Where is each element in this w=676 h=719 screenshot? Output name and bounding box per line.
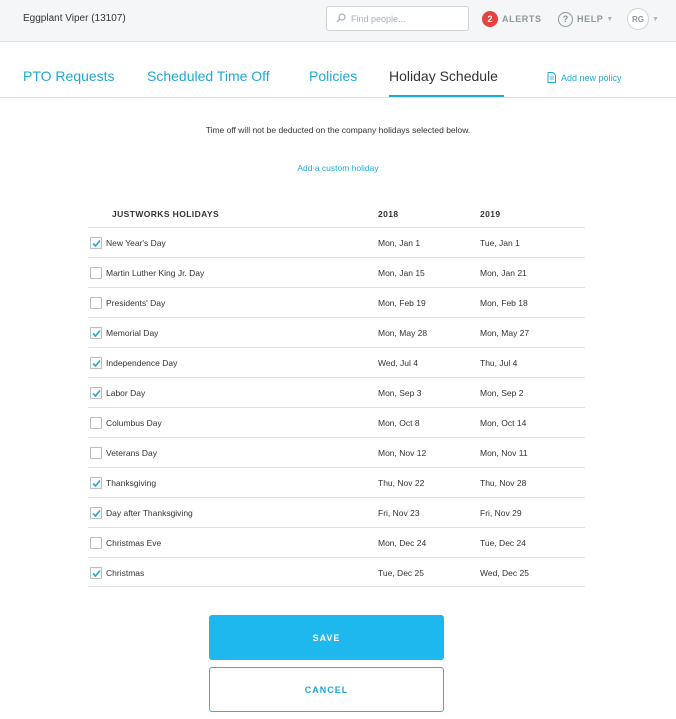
holiday-name: Labor Day [106,388,146,398]
holiday-date-2019: Fri, Nov 29 [480,508,522,518]
checkmark-icon [92,359,101,368]
holiday-date-2019: Mon, Feb 18 [480,298,528,308]
table-row [88,407,585,437]
search-icon [336,13,346,23]
add-custom-holiday-link[interactable]: Add a custom holiday [297,163,379,173]
holiday-checkbox[interactable] [90,447,102,459]
save-button[interactable]: SAVE [209,615,444,660]
alerts-label: ALERTS [502,14,542,24]
add-new-policy-label: Add new policy [561,72,622,83]
column-header-2019: 2019 [480,209,501,219]
checkmark-icon [92,239,101,248]
table-row [88,347,585,377]
tab-policies[interactable]: Policies [309,68,358,84]
holiday-name: Martin Luther King Jr. Day [106,268,205,278]
checkmark-icon [92,329,101,338]
holiday-checkbox[interactable] [90,507,102,519]
holiday-date-2018: Thu, Nov 22 [378,478,425,488]
holiday-date-2018: Mon, Sep 3 [378,388,422,398]
table-row [88,377,585,407]
holiday-date-2019: Tue, Jan 1 [480,238,520,248]
table-row [88,287,585,317]
holiday-date-2018: Mon, Oct 8 [378,418,420,428]
holiday-date-2018: Wed, Jul 4 [378,358,419,368]
checkmark-icon [92,479,101,488]
checkmark-icon [92,569,101,578]
checkmark-icon [92,509,101,518]
holiday-date-2018: Mon, Dec 24 [378,538,427,548]
help-menu[interactable] [558,10,613,28]
table-row [88,257,585,287]
holiday-checkbox[interactable] [90,537,102,549]
table-row [88,437,585,467]
holiday-checkbox[interactable] [90,387,102,399]
checkmark-icon [92,389,101,398]
tab-pto-requests[interactable]: PTO Requests [23,68,115,84]
cancel-button[interactable]: CANCEL [209,667,444,712]
chevron-down-icon: ▼ [652,15,659,23]
alerts-button[interactable] [482,10,542,28]
holiday-date-2019: Mon, Oct 14 [480,418,527,428]
holiday-date-2019: Wed, Dec 25 [480,568,529,578]
search-input[interactable] [351,11,461,27]
add-new-policy-link[interactable] [547,72,622,83]
holiday-checkbox[interactable] [90,327,102,339]
holiday-name: Memorial Day [106,328,159,338]
tab-bar [0,42,676,98]
holiday-date-2019: Thu, Jul 4 [480,358,518,368]
avatar: RG [627,8,649,30]
holiday-date-2018: Tue, Dec 25 [378,568,424,578]
holiday-name: Christmas Eve [106,538,162,548]
active-tab-indicator [389,95,504,97]
holiday-checkbox[interactable] [90,357,102,369]
holiday-date-2018: Mon, Feb 19 [378,298,426,308]
holiday-date-2018: Mon, May 28 [378,328,428,338]
holiday-notice: Time off will not be deducted on the company holidays selected below. [205,125,471,135]
holiday-checkbox[interactable] [90,477,102,489]
column-header-holidays: JUSTWORKS HOLIDAYS [112,209,220,219]
tab-holiday-schedule[interactable]: Holiday Schedule [389,68,498,84]
holiday-date-2018: Mon, Jan 1 [378,238,421,248]
holiday-date-2019: Mon, Sep 2 [480,388,524,398]
holiday-name: Presidents' Day [106,298,166,308]
holiday-name: Thanksgiving [106,478,157,488]
table-row [88,527,585,557]
user-menu[interactable] [627,8,659,30]
holiday-name: New Year's Day [106,238,166,248]
holiday-checkbox[interactable] [90,237,102,249]
holiday-checkbox[interactable] [90,417,102,429]
holiday-date-2019: Mon, May 27 [480,328,530,338]
holiday-name: Day after Thanksgiving [106,508,193,518]
help-label: HELP [577,14,604,24]
table-row [88,227,585,257]
holiday-name: Independence Day [106,358,178,368]
company-name: Eggplant Viper (13107) [23,13,126,24]
holiday-date-2018: Fri, Nov 23 [378,508,420,518]
alerts-count-badge: 2 [482,11,498,27]
holiday-checkbox[interactable] [90,267,102,279]
holiday-date-2018: Mon, Nov 12 [378,448,427,458]
holiday-table-header [88,206,585,228]
chevron-down-icon: ▼ [606,15,614,23]
holiday-name: Veterans Day [106,448,158,458]
holiday-date-2019: Thu, Nov 28 [480,478,527,488]
holiday-date-2019: Mon, Nov 11 [480,448,528,458]
table-row [88,317,585,347]
holiday-date-2019: Mon, Jan 21 [480,268,527,278]
column-header-2018: 2018 [378,209,399,219]
table-row [88,557,585,587]
table-row [88,497,585,527]
holiday-checkbox[interactable] [90,297,102,309]
holiday-name: Christmas [106,568,145,578]
holiday-date-2019: Tue, Dec 24 [480,538,526,548]
holiday-name: Columbus Day [106,418,162,428]
top-bar [0,0,676,42]
holiday-checkbox[interactable] [90,567,102,579]
help-icon: ? [558,12,573,27]
table-row [88,467,585,497]
holiday-date-2018: Mon, Jan 15 [378,268,425,278]
document-icon [547,72,556,83]
people-search[interactable] [326,6,469,31]
tab-scheduled-time-off[interactable]: Scheduled Time Off [147,68,270,84]
